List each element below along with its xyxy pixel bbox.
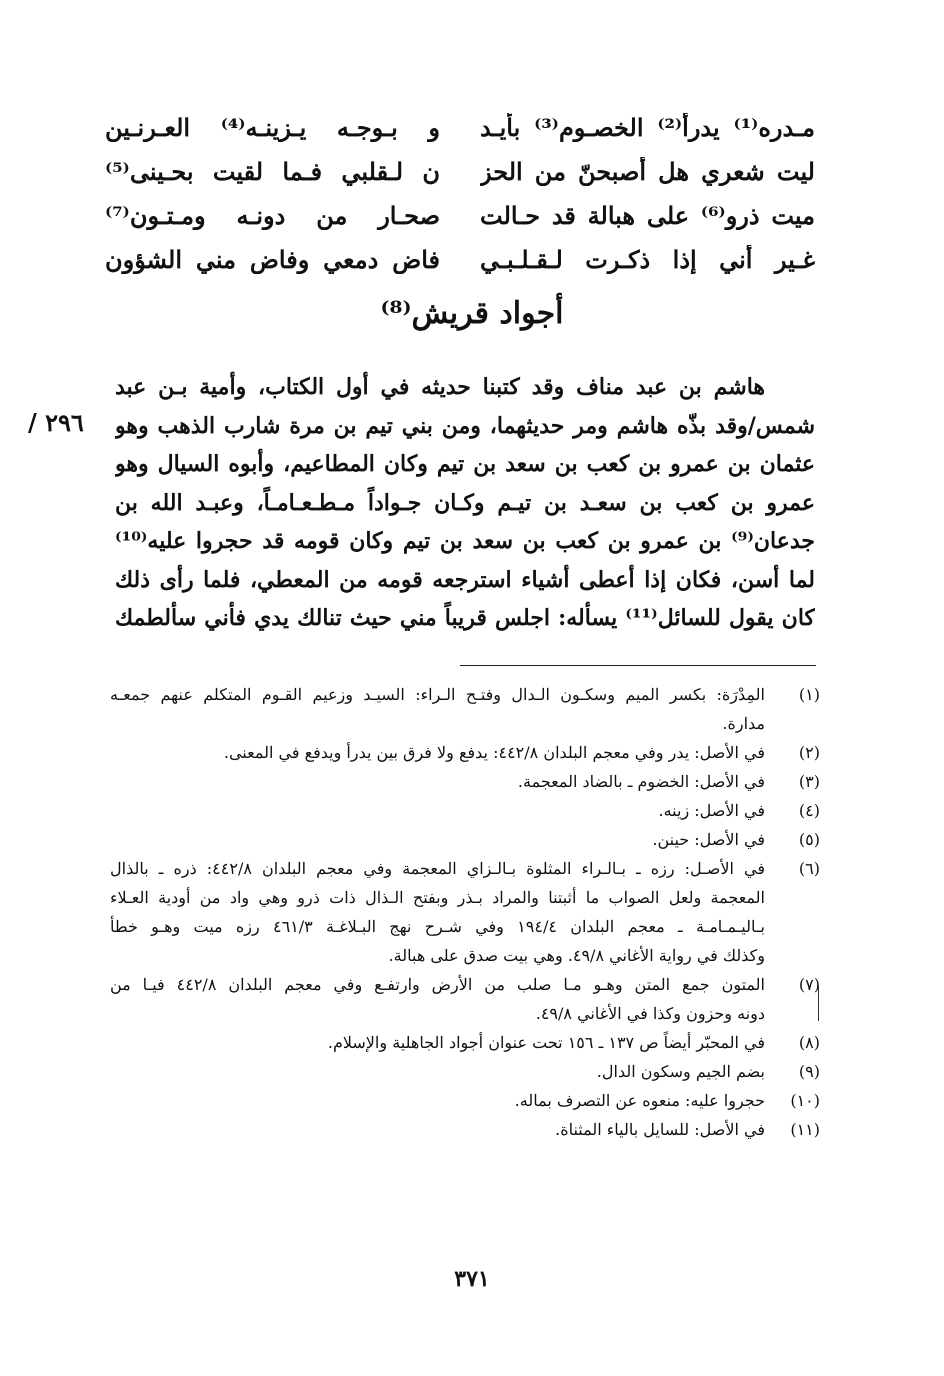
footnote-text: بضم الجيم وسكون الدال. bbox=[596, 1062, 765, 1081]
footnote-number: (١٠) bbox=[790, 1091, 820, 1110]
footnote-text: المتون جمع المتن وهـو مـا صلب من الأرض وارتفـع وفي معجم البلدان ٤٤٢/٨ فيـا من bbox=[110, 975, 765, 994]
footnote-number: (٥) bbox=[798, 830, 820, 849]
poem-verse bbox=[105, 237, 815, 281]
body-line: جدعان⁽⁹⁾ بن عمرو بن كعب بن سعد بن تيم وكان قومه قد حجروا عليه⁽¹⁰⁾ bbox=[115, 528, 815, 554]
footnote-text: وكذلك في رواية الأغاني ٤٩/٨. وهي بيت صدق على هبالة. bbox=[388, 946, 765, 965]
footnote bbox=[110, 1115, 820, 1144]
footnote-number: (٧) bbox=[798, 975, 820, 994]
footnote bbox=[110, 970, 820, 1028]
footnote bbox=[110, 854, 820, 970]
poem-hemistich-left: و بـوجـه يـزينـه⁽⁴⁾ العـرنـين bbox=[105, 112, 440, 142]
body-line: شمس/وقد بذّه هاشم ومر حديثهما، ومن بني تيم بن مرة شارب الذهب وهو bbox=[115, 412, 815, 439]
footnote-separator bbox=[460, 665, 816, 666]
poem-verse bbox=[105, 105, 815, 149]
body-line: لما أسن، فكان إذا أعطى أشياء استرجعه قومه من المعطي، فلما رأى ذلك bbox=[115, 566, 815, 593]
footnote-text: حجروا عليه: منعوه عن التصرف بماله. bbox=[514, 1091, 765, 1110]
poem-hemistich-right: غـير أني إذا ذكـرت لـقـلـبـي bbox=[480, 244, 815, 274]
footnote-text: في الأصل: الخضوم ـ بالضاد المعجمة. bbox=[517, 772, 765, 791]
margin-mark bbox=[818, 985, 819, 1021]
footnote-text: في الأصل: زينه. bbox=[658, 801, 765, 820]
footnote bbox=[110, 796, 820, 825]
footnote-number: (٢) bbox=[798, 743, 820, 762]
poem-block bbox=[105, 105, 815, 281]
footnote-number: (٣) bbox=[798, 772, 820, 791]
footnote-number: (١١) bbox=[790, 1120, 820, 1139]
footnote-text: في الأصل: حينن. bbox=[652, 830, 765, 849]
poem-verse bbox=[105, 193, 815, 237]
body-line: عمرو بن كعب بن سعـد بن تيـم وكـان جـواداً مـطـعـامـاً، وعبـد الله بن bbox=[115, 489, 815, 516]
footnote bbox=[110, 1028, 820, 1057]
poem-hemistich-right: ليت شعري هل أصبحنّ من الحز bbox=[480, 156, 815, 186]
footnote-text: المعجمة ولعل الصواب ما أثبتنا والمراد بـذر وبفتح الـذال ذات ذرو وهي واد من أودية العـلاء bbox=[110, 888, 765, 907]
footnote bbox=[110, 1086, 820, 1115]
footnote-number: (٤) bbox=[798, 801, 820, 820]
poem-hemistich-left: فاض دمعي وفاض مني الشؤون bbox=[105, 244, 440, 274]
footnote bbox=[110, 1057, 820, 1086]
footnotes bbox=[110, 680, 820, 1144]
footnote-text: بـاليـمـامـة ـ معجم البلدان ١٩٤/٤ وفي شـرح نهج البـلاغـة ٤٦١/٣ رزه ميت وهـو خطأ bbox=[110, 917, 765, 936]
footnote bbox=[110, 767, 820, 796]
footnote bbox=[110, 825, 820, 854]
poem-verse bbox=[105, 149, 815, 193]
body-line: عثمان بن عمرو بن كعب بن سعد بن تيم وكان المطاعيم، وأبوه السيال وهو bbox=[115, 451, 815, 477]
poem-hemistich-right: ميت ذرو⁽⁶⁾ على هبالة قد حـالت bbox=[480, 200, 815, 230]
footnote bbox=[110, 738, 820, 767]
footnote-text: دونه وحزون وكذا في الأغاني ٤٩/٨. bbox=[535, 1004, 765, 1023]
footnote-text: في الأصل: للسايل بالياء المثناة. bbox=[555, 1120, 765, 1139]
section-title: أجواد قريش⁽⁸⁾ bbox=[380, 296, 564, 331]
footnote-text: المِدْرَة: بكسر الميم وسكـون الـدال وفتـح الـراء: السيـد وزعيم القـوم المتكلم عنهم جمعـه bbox=[110, 685, 765, 704]
footnote-text: في الأصـل: رزه ـ بـالـراء المثلوة بـالـزاي المعجمة وفي معجم البلدان ٤٤٢/٨: ذره ـ بالذال bbox=[110, 859, 765, 878]
body-line: هاشم بن عبد مناف وقد كتبنا حديثه في أول الكتاب، وأمية بـن عبد bbox=[115, 374, 765, 400]
poem-hemistich-left: صحـار من دونـه ومـتـون⁽⁷⁾ bbox=[105, 200, 440, 230]
footnote-text: في الأصل: يدر وفي معجم البلدان ٤٤٢/٨: يدفع ولا فرق بين يدرأ ويدفع في المعنى. bbox=[223, 743, 765, 762]
footnote-number: (٨) bbox=[798, 1033, 820, 1052]
footnote bbox=[110, 680, 820, 738]
margin-page-reference: ٢٩٦ / bbox=[28, 408, 84, 437]
footnote-text: مدارة. bbox=[722, 714, 765, 733]
page-number: ٣٧١ bbox=[454, 1266, 490, 1292]
poem-hemistich-left: ن لـقلبي فـما لقيت بحـينى⁽⁵⁾ bbox=[105, 156, 440, 186]
footnote-number: (٩) bbox=[798, 1062, 820, 1081]
footnote-number: (١) bbox=[798, 685, 820, 704]
poem-hemistich-right: مـدره⁽¹⁾ يدرأ⁽²⁾ الخصـوم⁽³⁾ بأيـد bbox=[480, 112, 815, 142]
body-line: كان يقول للسائل⁽¹¹⁾ يسأله: اجلس قريباً مني حيث تنالك يدي فأني سألطمك bbox=[115, 605, 815, 631]
footnote-text: في المحبّر أيضاً ص ١٣٧ ـ ١٥٦ تحت عنوان أجواد الجاهلية والإسلام. bbox=[327, 1033, 765, 1052]
body-text bbox=[115, 368, 815, 638]
footnote-number: (٦) bbox=[798, 859, 820, 878]
